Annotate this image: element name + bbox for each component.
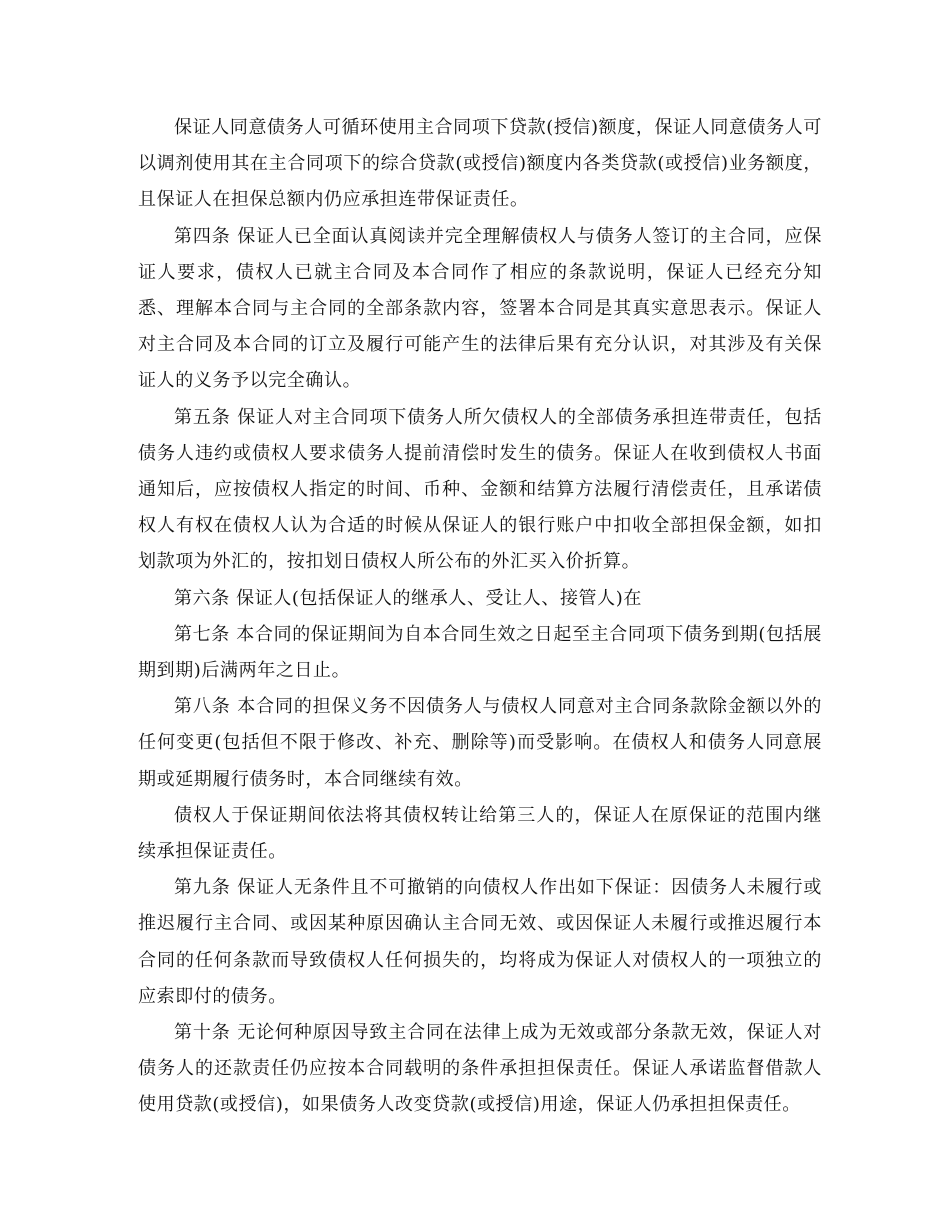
paragraph-article-10: 第十条 无论何种原因导致主合同在法律上成为无效或部分条款无效，保证人对债务人的还款责任仍应按本合同载明的条件承担担保责任。保证人承诺监督借款人使用贷款(或授信)，如果债务人改变贷款(或授信)用途，保证人仍承担担保责任。 <box>138 1022 822 1116</box>
paragraph-article-8: 第八条 本合同的担保义务不因债务人与债权人同意对主合同条款除金额以外的任何变更(包括但不限于修改、补充、删除等)而受影响。在债权人和债务人同意展期或延期履行债务时，本合同继续有效。 <box>138 696 822 790</box>
paragraph-article-4: 第四条 保证人已全面认真阅读并完全理解债权人与债务人签订的主合同，应保证人要求，债权人已就主合同及本合同作了相应的条款说明，保证人已经充分知悉、理解本合同与主合同的全部条款内容，签署本合同是其真实意思表示。保证人对主合同及本合同的订立及履行可能产生的法律后果有充分认识，对其涉及有关保证人的义务予以完全确认。 <box>138 225 822 392</box>
paragraph-revolving-credit: 保证人同意债务人可循环使用主合同项下贷款(授信)额度，保证人同意债务人可以调剂使用其在主合同项下的综合贷款(或授信)额度内各类贷款(或授信)业务额度，且保证人在担保总额内仍应承担连带保证责任。 <box>138 117 822 211</box>
paragraph-article-9: 第九条 保证人无条件且不可撤销的向债权人作出如下保证：因债务人未履行或推迟履行主合同、或因某种原因确认主合同无效、或因保证人未履行或推迟履行本合同的任何条款而导致债权人任何损失的，均将成为保证人对债权人的一项独立的应索即付的债务。 <box>138 877 822 1007</box>
paragraph-article-5: 第五条 保证人对主合同项下债务人所欠债权人的全部债务承担连带责任，包括债务人违约或债权人要求债务人提前清偿时发生的债务。保证人在收到债权人书面通知后，应按债权人指定的时间、币种、金额和结算方法履行清偿责任，且承诺债权人有权在债权人认为合适的时候从保证人的银行账户中扣收全部担保金额，如扣划款项为外汇的，按扣划日债权人所公布的外汇买入价折算。 <box>138 406 822 573</box>
paragraph-article-7: 第七条 本合同的保证期间为自本合同生效之日起至主合同项下债务到期(包括展期到期)后满两年之日止。 <box>138 623 822 682</box>
paragraph-claim-transfer: 债权人于保证期间依法将其债权转让给第三人的，保证人在原保证的范围内继续承担保证责任。 <box>138 804 822 863</box>
document-page <box>138 110 822 1124</box>
paragraph-article-6: 第六条 保证人(包括保证人的继承人、受让人、接管人)在 <box>174 587 642 609</box>
